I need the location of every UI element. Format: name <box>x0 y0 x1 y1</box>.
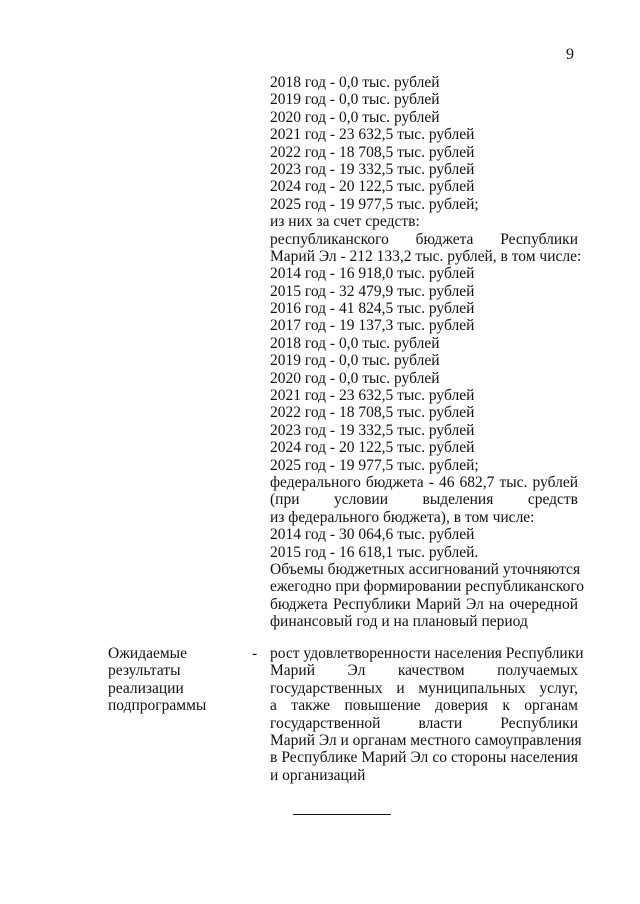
budget-line: 2021 год - 23 632,5 тыс. рублей <box>270 126 475 144</box>
results-line: государственной власти Республики <box>270 714 578 732</box>
results-line: в Республике Марий Эл со стороны населения <box>270 749 578 767</box>
from-them-line: из них за счет средств: <box>270 213 420 231</box>
budget-line: 2022 год - 18 708,5 тыс. рублей <box>270 143 475 161</box>
results-label <box>108 645 248 715</box>
dash-separator: - <box>252 645 258 662</box>
results-line: государственных и муниципальных услуг, <box>270 679 578 697</box>
note-line: бюджета Республики Марий Эл на очередной <box>270 595 578 613</box>
federal-budget-source: из федерального бюджета), в том числе: <box>270 508 535 526</box>
budget-line: 2019 год - 0,0 тыс. рублей <box>270 352 440 370</box>
budget-line: 2018 год - 0,0 тыс. рублей <box>270 74 440 91</box>
results-line: рост удовлетворенности населения Республики <box>270 645 584 662</box>
budget-line: 2025 год - 19 977,5 тыс. рублей; <box>270 195 479 213</box>
budget-line: 2016 год - 41 824,5 тыс. рублей <box>270 300 475 318</box>
budget-line: 2014 год - 30 064,6 тыс. рублей <box>270 526 475 544</box>
republican-budget-line: республиканского бюджета Республики <box>270 230 578 248</box>
results-label-line: Ожидаемые <box>108 645 187 662</box>
budget-line: 2015 год - 16 618,1 тыс. рублей. <box>270 543 479 561</box>
budget-line: 2025 год - 19 977,5 тыс. рублей; <box>270 456 479 474</box>
note-line: финансовый год и на плановый период <box>270 613 528 631</box>
budget-line: 2020 год - 0,0 тыс. рублей <box>270 369 440 387</box>
results-label-line: результаты <box>108 662 181 680</box>
budget-line: 2017 год - 19 137,3 тыс. рублей <box>270 317 475 335</box>
budget-line: 2024 год - 20 122,5 тыс. рублей <box>270 178 475 196</box>
budget-line: 2018 год - 0,0 тыс. рублей <box>270 334 440 352</box>
note-line: Объемы бюджетных ассигнований уточняются <box>270 560 581 578</box>
budget-line: 2015 год - 32 479,9 тыс. рублей <box>270 282 475 300</box>
results-line: Марий Эл и органам местного самоуправления <box>270 731 582 749</box>
budget-line: 2021 год - 23 632,5 тыс. рублей <box>270 387 475 405</box>
federal-budget-line: федерального бюджета - 46 682,7 тыс. рублей <box>270 473 578 491</box>
results-text <box>270 645 584 784</box>
results-line: и организаций <box>270 766 366 784</box>
budget-line: 2022 год - 18 708,5 тыс. рублей <box>270 404 475 422</box>
note-line: ежегодно при формировании республиканского <box>270 578 585 596</box>
funding-block <box>270 74 585 631</box>
results-label-line: подпрограммы <box>108 697 207 715</box>
budget-line: 2023 год - 19 332,5 тыс. рублей <box>270 421 475 439</box>
results-line: а также повышение доверия к органам <box>270 697 578 715</box>
results-label-line: реализации <box>108 679 184 697</box>
federal-budget-condition: (при условии выделения средств <box>270 491 578 509</box>
republican-budget-total: Марий Эл - 212 133,2 тыс. рублей, в том числе: <box>270 247 582 265</box>
budget-line: 2024 год - 20 122,5 тыс. рублей <box>270 439 475 457</box>
budget-line: 2020 год - 0,0 тыс. рублей <box>270 108 440 126</box>
budget-line: 2019 год - 0,0 тыс. рублей <box>270 91 440 109</box>
budget-line: 2014 год - 16 918,0 тыс. рублей <box>270 265 475 283</box>
results-line: Марий Эл качеством получаемых <box>270 662 578 680</box>
budget-line: 2023 год - 19 332,5 тыс. рублей <box>270 160 475 178</box>
page-number: 9 <box>566 46 574 63</box>
end-rule <box>293 814 391 815</box>
